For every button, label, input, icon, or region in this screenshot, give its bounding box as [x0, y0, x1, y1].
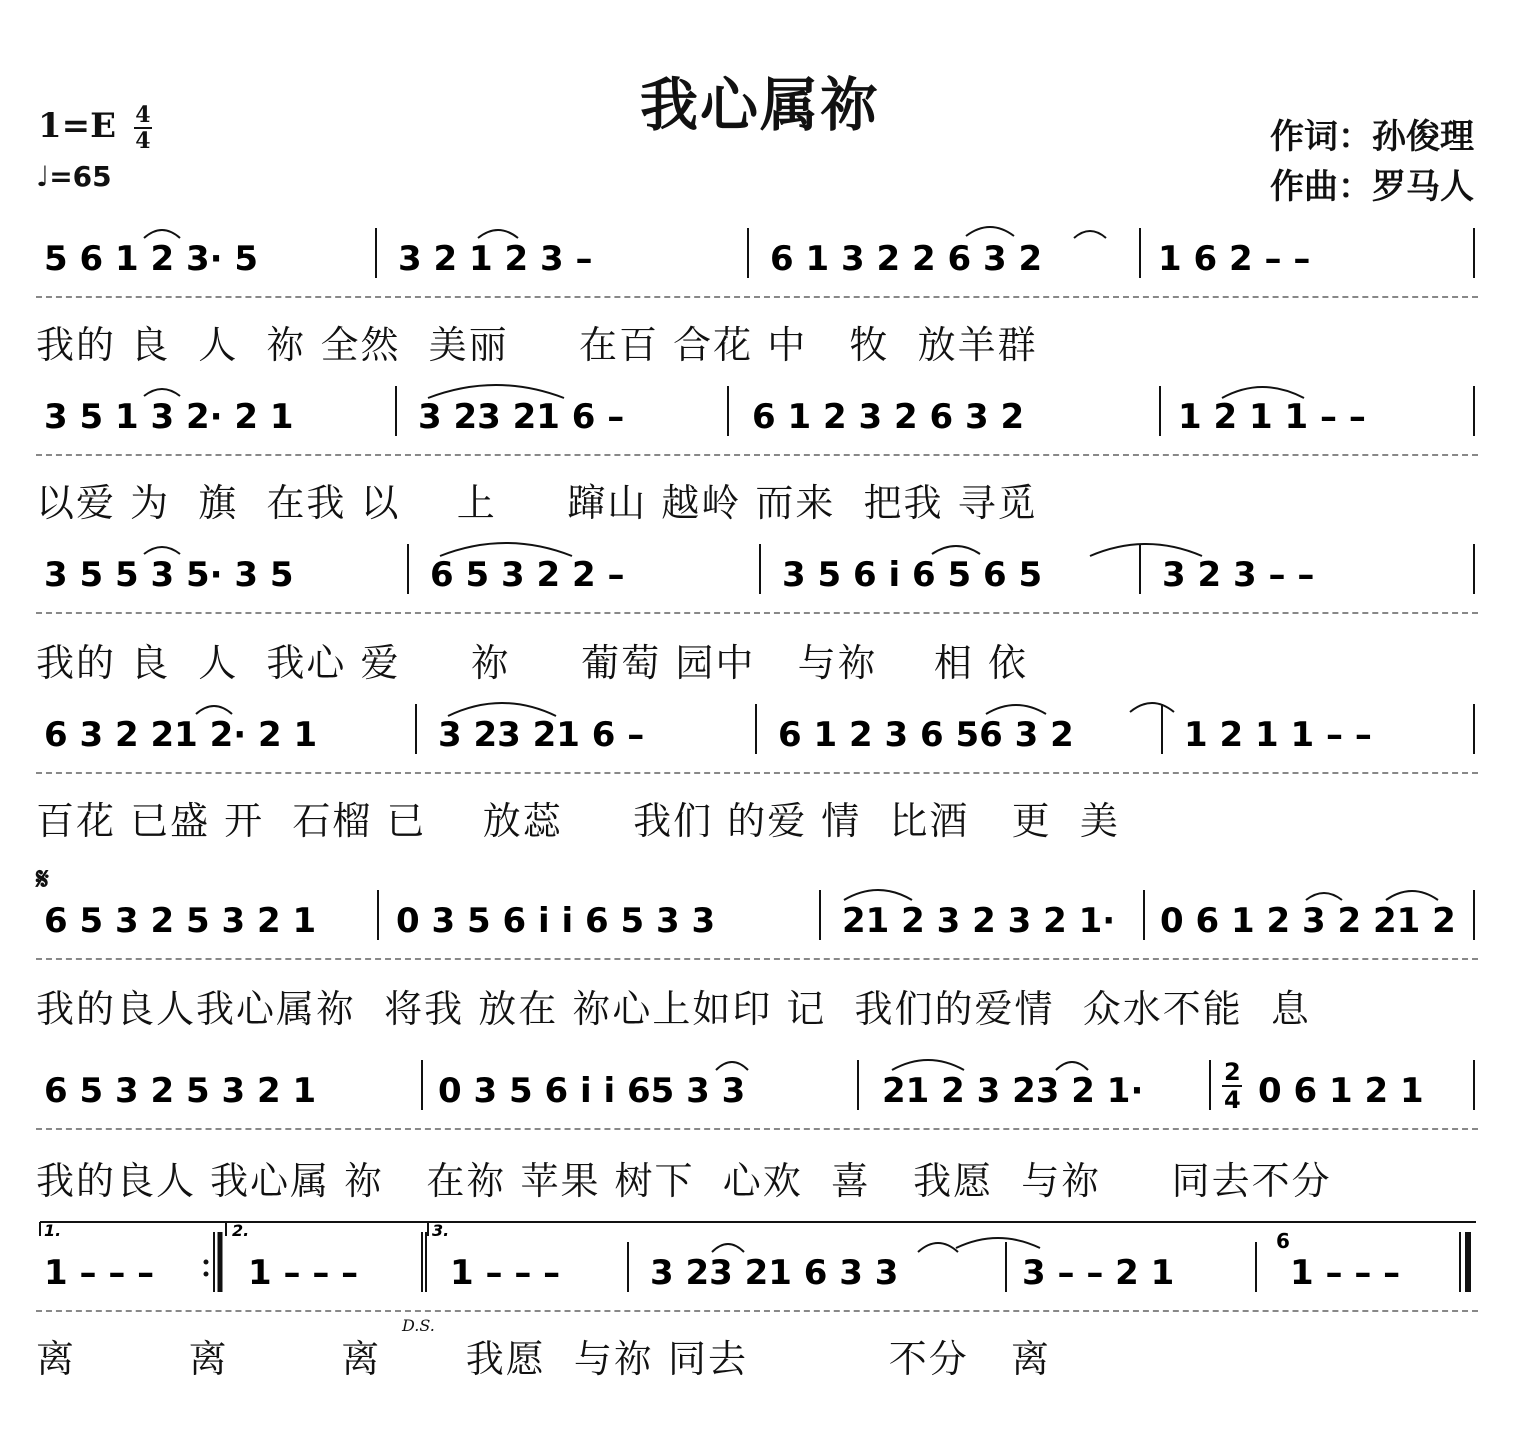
- score-system-1: [36, 218, 1478, 298]
- ds-mark: D.S.: [402, 1316, 435, 1335]
- time-change-top: 2: [1224, 1058, 1241, 1086]
- measure-5: 3 – – 2 1: [1022, 1253, 1175, 1293]
- measure-1: 1 – – –: [44, 1253, 155, 1293]
- measure-4: 1 6 2 – –: [1158, 239, 1311, 279]
- measure-1: 3 5 1 3 2· 2 1: [44, 397, 294, 437]
- measure-1: 6 3 2 21 2· 2 1: [44, 715, 318, 755]
- notation-row: [36, 694, 1478, 774]
- notation-row: [36, 1050, 1478, 1130]
- notation-row: [36, 376, 1478, 456]
- measure-3: 3 5 6 i 6 5 6 5: [782, 555, 1043, 595]
- measure-1: 6 5 3 2 5 3 2 1: [44, 1071, 317, 1111]
- lyrics-line-1: 我的 良 人 祢 全然 美丽 在百 合花 中 牧 放羊群: [36, 323, 1038, 367]
- measure-2: 0 3 5 6 i i 6 5 3 3: [396, 901, 716, 941]
- key-signature: [38, 104, 152, 152]
- lyricist: 作词：孙俊理: [1270, 117, 1474, 157]
- measure-1: 3 5 5 3 5· 3 5: [44, 555, 294, 595]
- score-system-2: [36, 376, 1478, 456]
- measure-2: 3 2 1 2 3 –: [398, 239, 593, 279]
- measure-2: 6 5 3 2 2 –: [430, 555, 625, 595]
- composer: 作曲：罗马人: [1270, 167, 1474, 207]
- time-top: 4: [135, 102, 151, 128]
- measure-3: 6 1 3 2 2 6 3 2: [770, 239, 1043, 279]
- notation-row: [36, 880, 1478, 960]
- measure-3: 21 2 3 2 3 2 1·: [842, 901, 1116, 941]
- credits: [1270, 112, 1474, 212]
- measure-4: 3 2 3 – –: [1162, 555, 1315, 595]
- ending-1: 1.: [44, 1221, 62, 1240]
- score-system-3: [36, 534, 1478, 614]
- measure-4: 0 6 1 2 3 2 21 2: [1160, 901, 1456, 941]
- score-system-5: [36, 880, 1478, 960]
- tempo-marking: ♩=65: [36, 160, 112, 193]
- measure-1: 5 6 1 2 3· 5: [44, 239, 259, 279]
- time-bottom: 4: [135, 128, 151, 154]
- measure-6: 1 – – –: [1290, 1253, 1401, 1293]
- lyrics-line-6: 我的良人 我心属 祢 在祢 苹果 树下 心欢 喜 我愿 与祢 同去不分: [36, 1159, 1332, 1203]
- ending-3: 3.: [432, 1221, 450, 1240]
- time-change-bottom: 4: [1224, 1086, 1241, 1114]
- lyrics-line-7: 离 离 离 我愿 与祢 同去 不分 离: [36, 1337, 1052, 1381]
- measure-4: 0 6 1 2 1: [1258, 1071, 1424, 1111]
- key-label: 1=E: [38, 106, 117, 146]
- ending-2: 2.: [232, 1221, 250, 1240]
- lyrics-line-4: 百花 已盛 开 石榴 已 放蕊 我们 的爱 情 比酒 更 美: [36, 799, 1120, 843]
- score-system-6: [36, 1050, 1478, 1130]
- time-signature: [134, 104, 152, 152]
- measure-4: 3 23 21 6 3 3: [650, 1253, 899, 1293]
- notation-row: [36, 1222, 1478, 1302]
- score-system-4: [36, 694, 1478, 774]
- measure-2: 1 – – –: [248, 1253, 359, 1293]
- lyrics-line-3: 我的 良 人 我心 爱 祢 葡萄 园中 与祢 相 依: [36, 641, 1028, 685]
- measure-4: 1 2 1 1 – –: [1178, 397, 1366, 437]
- measure-3: 21 2 3 23 2 1·: [882, 1071, 1144, 1111]
- segno-sign: 𝄋: [36, 862, 49, 897]
- lyrics-line-2: 以爱 为 旗 在我 以 上 蹿山 越岭 而来 把我 寻觅: [36, 481, 1038, 525]
- notation-row: [36, 534, 1478, 614]
- measure-3: 6 1 2 3 6 56 3 2: [778, 715, 1074, 755]
- measure-2: 3 23 21 6 –: [418, 397, 625, 437]
- measure-2: 0 3 5 6 i i 65 3 3: [438, 1071, 746, 1111]
- measure-3: 6 1 2 3 2 6 3 2: [752, 397, 1025, 437]
- fine-mark: 6: [1276, 1229, 1290, 1253]
- lyrics-line-5: 我的良人我心属祢 将我 放在 祢心上如印 记 我们的爱情 众水不能 息: [36, 987, 1311, 1031]
- measure-2: 3 23 21 6 –: [438, 715, 645, 755]
- measure-4: 1 2 1 1 – –: [1184, 715, 1372, 755]
- song-title: 我心属祢: [639, 71, 880, 139]
- measure-3: 1 – – –: [450, 1253, 561, 1293]
- measure-1: 6 5 3 2 5 3 2 1: [44, 901, 317, 941]
- notation-row: [36, 218, 1478, 298]
- score-system-7: [36, 1222, 1478, 1302]
